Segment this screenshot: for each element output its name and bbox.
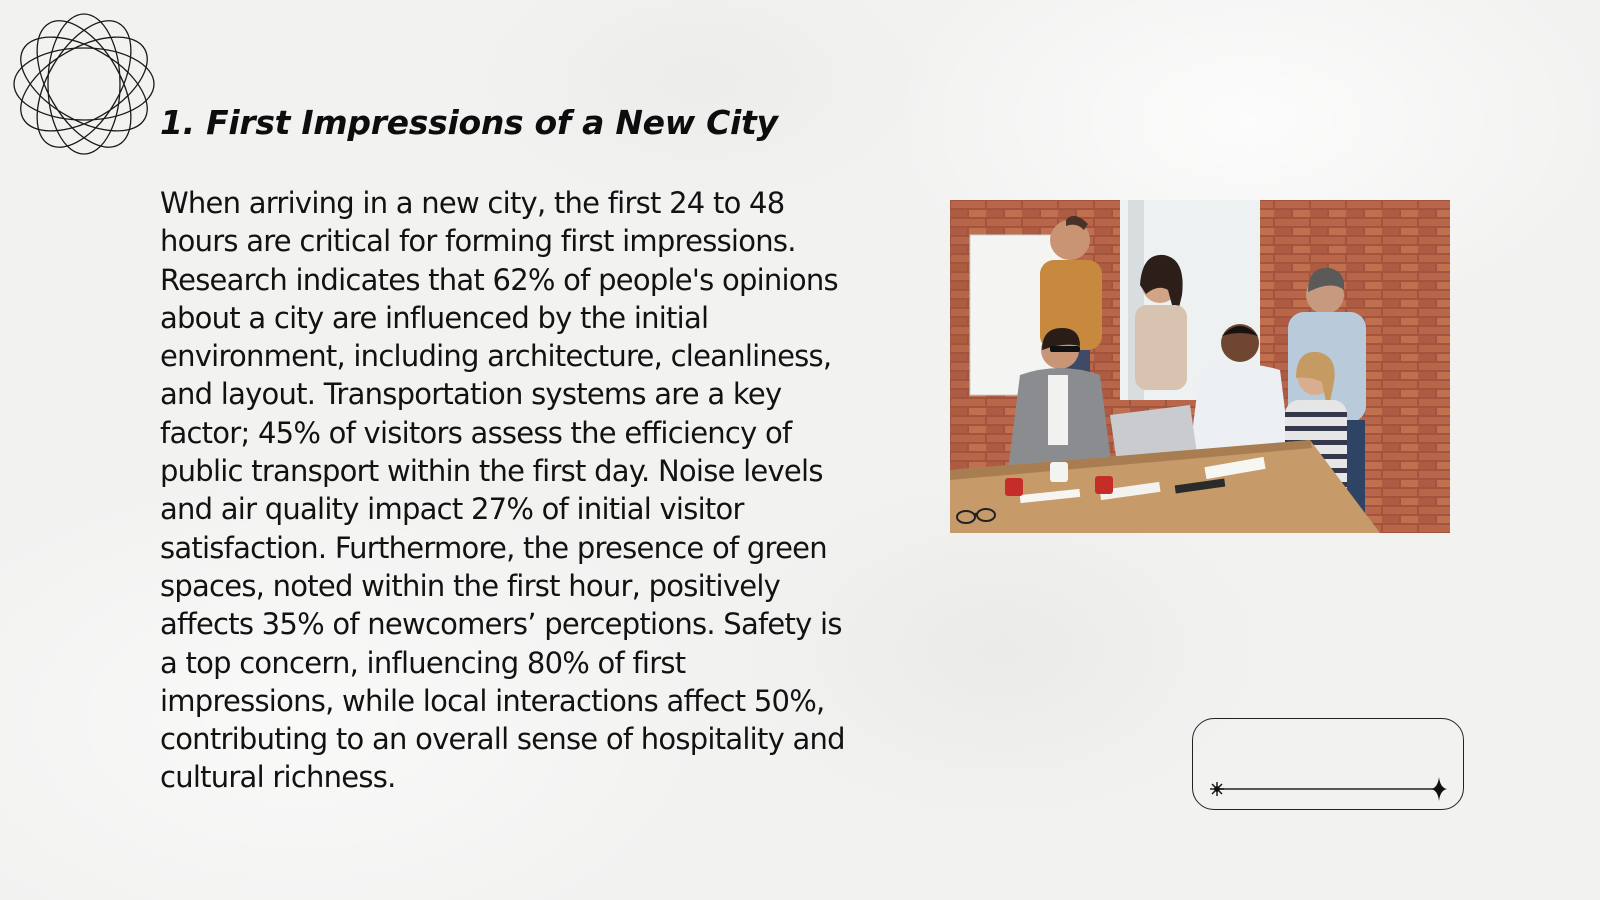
slide-body-text: When arriving in a new city, the first 24 to 48 hours are critical for forming first impressions. Research indicates that 62% of people's opinions about a city are influenced by the initial environment, including architecture, cleanliness, and layout. Transportation systems are a key factor; 45% of visitors assess the efficiency of public transport within the first day. Noise levels and air quality impact 27% of initial visitor satisfaction. Furthermore, the presence of green spaces, noted within the first hour, positively affects 35% of newcomers’ perceptions. Safety is a top concern, influencing 80% of first impressions, while local interactions affect 50%, contributing to an overall sense of hospitality and cultural richness. [160,186,845,795]
sparkle-star-icon [1431,777,1447,801]
orbit-rings-icon [10,10,158,158]
team-meeting-photo [950,200,1450,533]
slide-title: 1. First Impressions of a New City [160,103,778,142]
starburst-icon [1210,782,1224,796]
decorative-slider-frame [1192,718,1464,810]
